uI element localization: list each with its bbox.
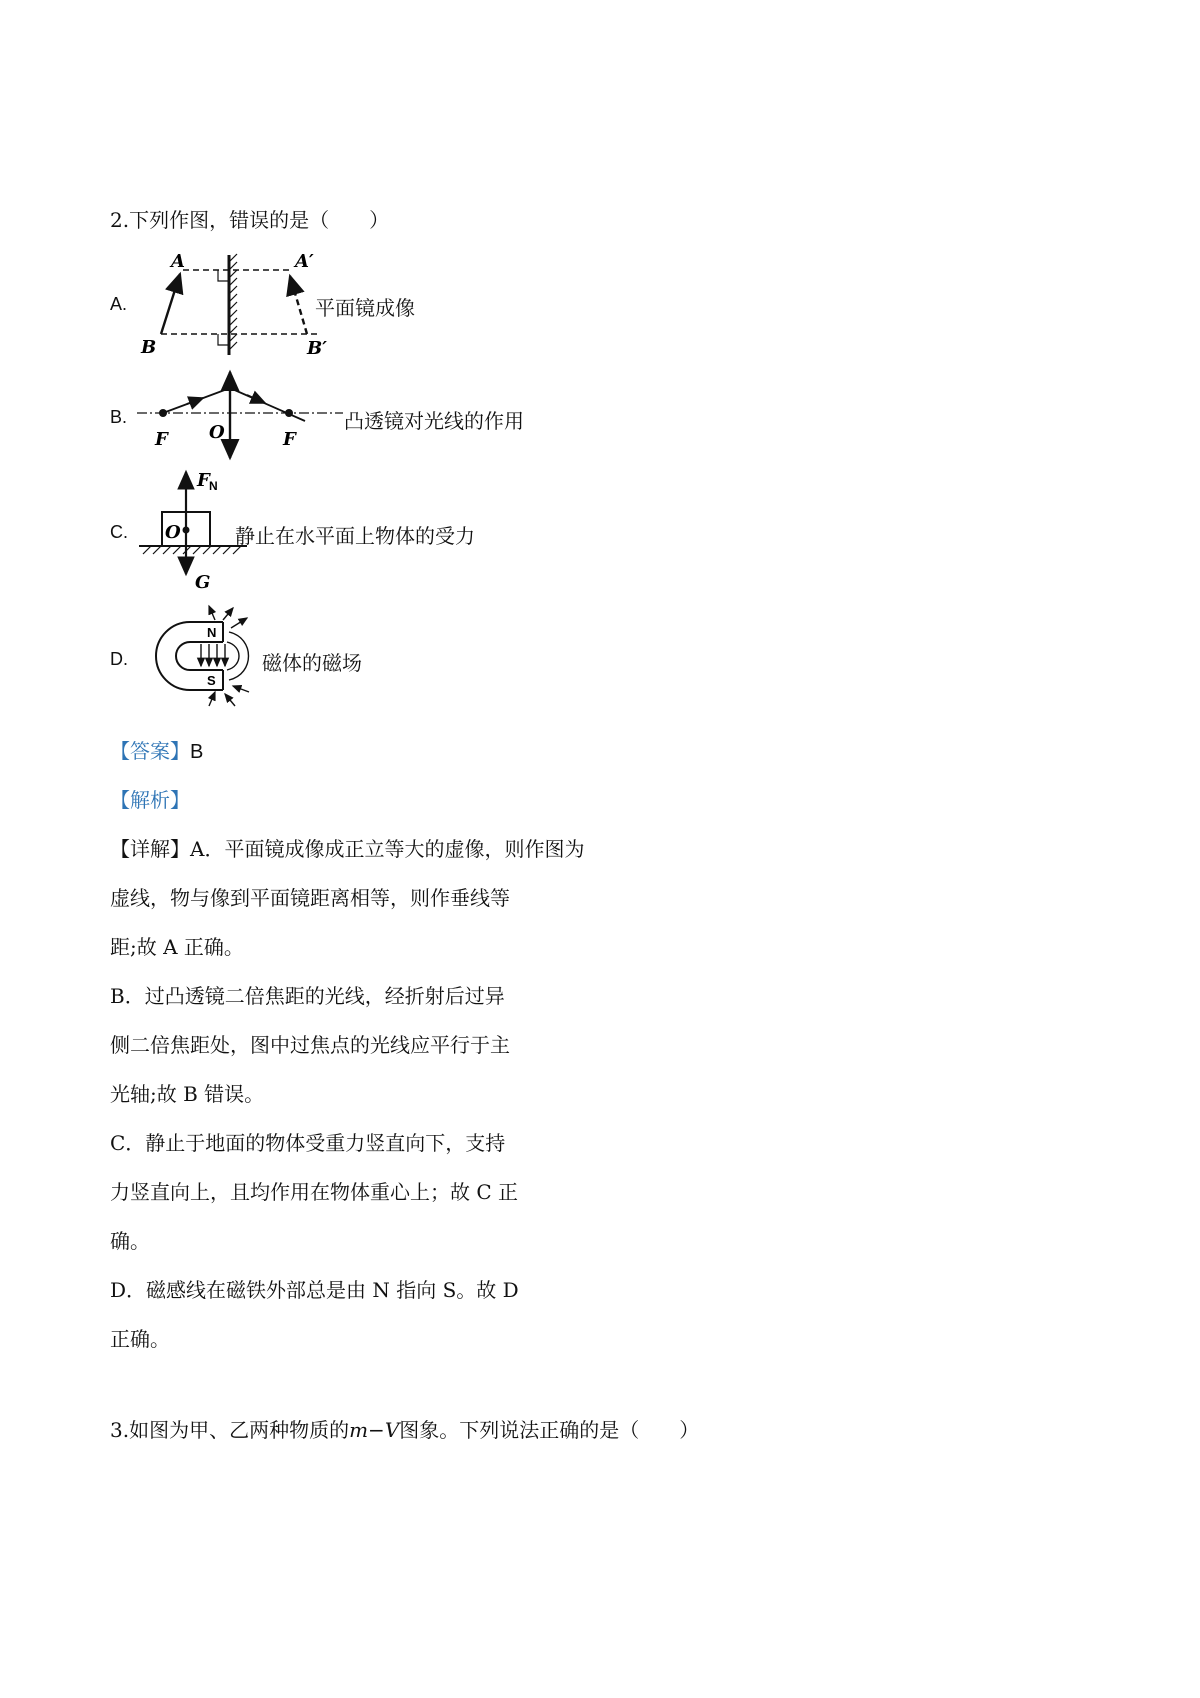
- magnet-inner: [176, 642, 223, 670]
- ground-hatch: [143, 546, 241, 554]
- point-a-image-label: A′: [295, 251, 314, 272]
- explanation-line-8: 力竖直向上，且均作用在物体重心上；故 C 正: [110, 1180, 519, 1204]
- point-o-label: O: [165, 522, 181, 543]
- plane-mirror-diagram: [135, 250, 335, 360]
- explanation-line-2: 虚线，物与像到平面镜距离相等，则作垂线等: [110, 886, 510, 910]
- detail-tag: 【详解】: [110, 837, 190, 861]
- image-arrow: [290, 276, 307, 334]
- option-b-caption: 凸透镜对光线的作用: [344, 409, 524, 433]
- north-pole-label: N: [207, 625, 217, 640]
- question-3-stem: 3.如图为甲、乙两种物质的m−V图象。下列说法正确的是（ ）: [110, 1418, 700, 1442]
- convex-lens-diagram: [135, 366, 345, 464]
- object-arrow: [161, 274, 180, 334]
- explanation-line-9: 确。: [110, 1229, 150, 1253]
- explanation-line-5: 侧二倍焦距处，图中过焦点的光线应平行于主: [110, 1033, 510, 1057]
- explanation-line-1: 【详解】A．平面镜成像成正立等大的虚像，则作图为: [110, 837, 585, 861]
- option-c-caption: 静止在水平面上物体的受力: [235, 524, 475, 548]
- normal-force-subscript: N: [209, 479, 218, 493]
- analysis-tag: 【解析】: [110, 788, 190, 812]
- incident-ray-arrow: [187, 398, 203, 404]
- answer-value: B: [190, 741, 204, 763]
- option-d-caption: 磁体的磁场: [262, 651, 362, 675]
- option-b-label: B.: [110, 407, 128, 427]
- refracted-ray: [230, 388, 305, 421]
- right-angle-mark-bottom: [218, 334, 229, 345]
- option-a-caption: 平面镜成像: [315, 296, 415, 320]
- m-v-math: m−V: [349, 1418, 400, 1442]
- answer-tag: 【答案】: [110, 739, 190, 763]
- optical-center-label: O: [209, 422, 225, 443]
- right-angle-mark-top: [218, 270, 229, 281]
- explanation-line-7: C．静止于地面的物体受重力竖直向下，支持: [110, 1131, 506, 1155]
- gravity-label: G: [195, 572, 211, 592]
- explanation-line-6: 光轴;故 B 错误。: [110, 1082, 265, 1106]
- question-2-stem: 2.下列作图，错误的是（ ）: [110, 208, 390, 232]
- answer-line: [110, 735, 203, 764]
- option-a-label: A.: [110, 294, 128, 314]
- explanation-line-4: B．过凸透镜二倍焦距的光线，经折射后过异: [110, 984, 505, 1008]
- normal-force-label: F: [197, 470, 210, 491]
- focal-left-label: F: [155, 429, 168, 450]
- point-b-image-label: B′: [307, 338, 327, 359]
- explanation-line-11: 正确。: [110, 1327, 170, 1351]
- option-d-label: D.: [110, 649, 128, 669]
- south-pole-label: S: [207, 673, 216, 688]
- explanation-line-10: D．磁感线在磁铁外部总是由 N 指向 S。故 D: [110, 1278, 519, 1302]
- option-c-label: C.: [110, 522, 128, 542]
- explanation-line-3: 距;故 A 正确。: [110, 935, 244, 959]
- refracted-ray-arrow: [247, 395, 265, 403]
- center-of-mass: [183, 527, 190, 534]
- focal-right-label: F: [283, 429, 296, 450]
- horseshoe-magnet-diagram: [135, 602, 265, 712]
- point-b-label: B: [141, 337, 157, 358]
- point-a-label: A: [171, 251, 185, 272]
